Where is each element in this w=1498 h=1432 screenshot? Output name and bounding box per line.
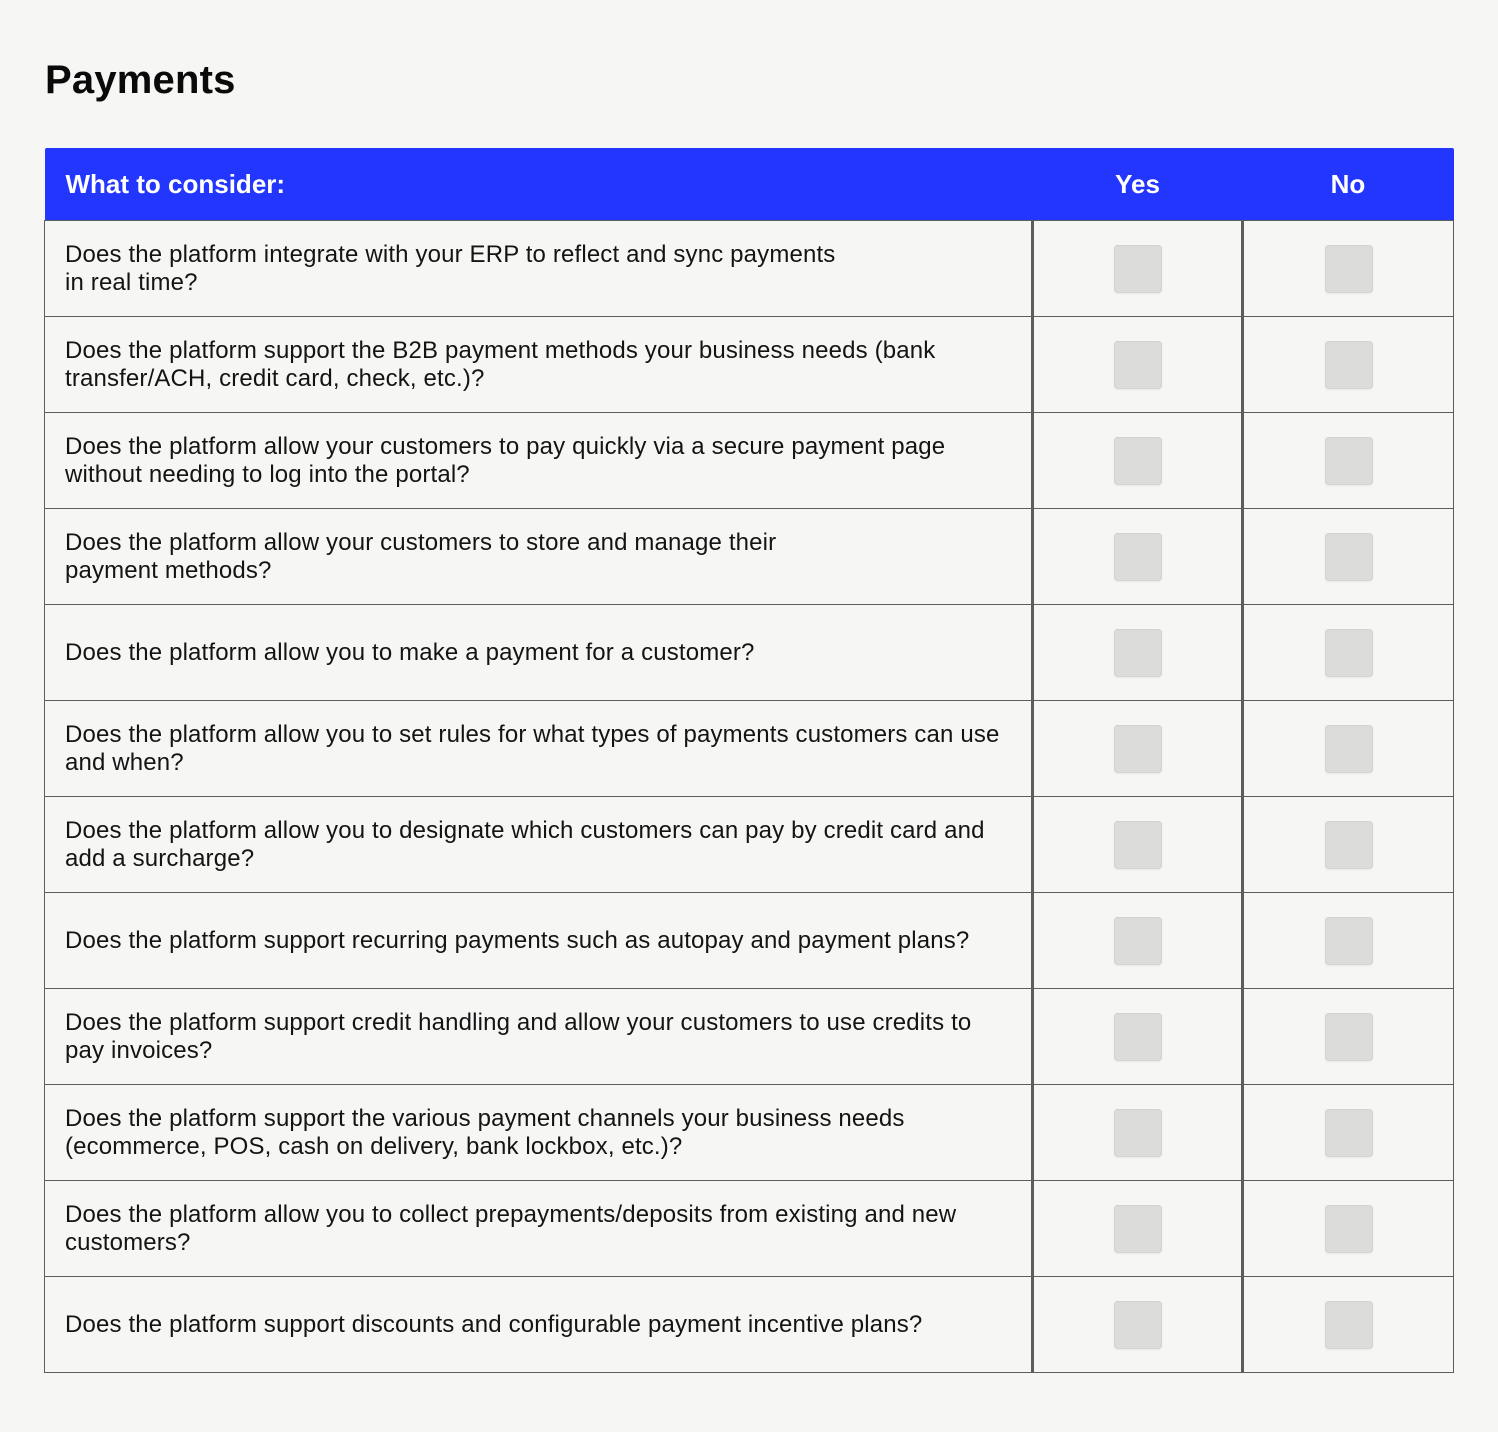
yes-checkbox[interactable] [1114, 1301, 1162, 1349]
yes-cell [1033, 701, 1243, 797]
payments-checklist-table [44, 148, 1454, 1373]
table-header-row [45, 148, 1454, 221]
no-cell [1243, 1277, 1454, 1373]
table-row [45, 797, 1454, 893]
yes-cell [1033, 1277, 1243, 1373]
no-cell [1243, 989, 1454, 1085]
question-cell [45, 797, 1033, 893]
no-cell [1243, 605, 1454, 701]
column-header-no: No [1243, 148, 1454, 221]
question-cell [45, 893, 1033, 989]
table-row [45, 221, 1454, 317]
table-row [45, 893, 1454, 989]
yes-cell [1033, 317, 1243, 413]
yes-cell [1033, 413, 1243, 509]
yes-checkbox[interactable] [1114, 1109, 1162, 1157]
no-cell [1243, 509, 1454, 605]
table-row [45, 1085, 1454, 1181]
yes-cell [1033, 989, 1243, 1085]
no-checkbox[interactable] [1325, 629, 1373, 677]
question-cell [45, 605, 1033, 701]
yes-cell [1033, 797, 1243, 893]
no-checkbox[interactable] [1325, 437, 1373, 485]
no-checkbox[interactable] [1325, 917, 1373, 965]
no-cell [1243, 893, 1454, 989]
question-cell [45, 701, 1033, 797]
no-checkbox[interactable] [1325, 725, 1373, 773]
question-text: Does the platform support credit handling and allow your customers to use credits to pay invoices? [65, 1008, 972, 1064]
question-text: Does the platform support recurring payments such as autopay and payment plans? [65, 926, 970, 954]
table-row [45, 509, 1454, 605]
no-checkbox[interactable] [1325, 1205, 1373, 1253]
yes-checkbox[interactable] [1114, 725, 1162, 773]
page-title: Payments [45, 58, 236, 102]
yes-checkbox[interactable] [1114, 917, 1162, 965]
no-cell [1243, 797, 1454, 893]
yes-cell [1033, 605, 1243, 701]
question-cell [45, 1181, 1033, 1277]
question-cell [45, 1085, 1033, 1181]
yes-checkbox[interactable] [1114, 1013, 1162, 1061]
no-cell [1243, 1181, 1454, 1277]
yes-checkbox[interactable] [1114, 629, 1162, 677]
table-body [45, 221, 1454, 1373]
question-cell [45, 1277, 1033, 1373]
table-row [45, 701, 1454, 797]
table-row [45, 317, 1454, 413]
no-cell [1243, 1085, 1454, 1181]
table-row [45, 413, 1454, 509]
yes-checkbox[interactable] [1114, 341, 1162, 389]
table-row [45, 1277, 1454, 1373]
yes-checkbox[interactable] [1114, 437, 1162, 485]
question-cell [45, 989, 1033, 1085]
yes-cell [1033, 1181, 1243, 1277]
yes-cell [1033, 893, 1243, 989]
question-text: Does the platform allow you to set rules for what types of payments customers can use and when? [65, 720, 1000, 776]
yes-checkbox[interactable] [1114, 533, 1162, 581]
table-row [45, 1181, 1454, 1277]
no-checkbox[interactable] [1325, 341, 1373, 389]
question-text: Does the platform support the various payment channels your business needs (ecommerce, POS, cash on delivery, bank lockbox, etc.)? [65, 1104, 905, 1160]
no-checkbox[interactable] [1325, 1301, 1373, 1349]
no-checkbox[interactable] [1325, 533, 1373, 581]
yes-checkbox[interactable] [1114, 245, 1162, 293]
column-header-yes: Yes [1033, 148, 1243, 221]
question-text: Does the platform allow you to make a payment for a customer? [65, 638, 755, 666]
yes-cell [1033, 509, 1243, 605]
question-text: Does the platform allow your customers to pay quickly via a secure payment page without needing to log into the portal? [65, 432, 946, 488]
yes-checkbox[interactable] [1114, 821, 1162, 869]
question-text: Does the platform allow you to collect prepayments/deposits from existing and new customers? [65, 1200, 957, 1256]
no-cell [1243, 413, 1454, 509]
table-row [45, 605, 1454, 701]
yes-checkbox[interactable] [1114, 1205, 1162, 1253]
question-text: Does the platform support discounts and configurable payment incentive plans? [65, 1310, 923, 1338]
question-text: Does the platform allow your customers to store and manage their payment methods? [65, 528, 777, 584]
question-text: Does the platform support the B2B payment methods your business needs (bank transfer/ACH, credit card, check, etc.)? [65, 336, 936, 392]
table-row [45, 989, 1454, 1085]
no-cell [1243, 221, 1454, 317]
question-cell [45, 221, 1033, 317]
yes-cell [1033, 221, 1243, 317]
question-cell [45, 317, 1033, 413]
yes-cell [1033, 1085, 1243, 1181]
no-cell [1243, 701, 1454, 797]
no-cell [1243, 317, 1454, 413]
no-checkbox[interactable] [1325, 821, 1373, 869]
question-cell [45, 413, 1033, 509]
question-text: Does the platform integrate with your ERP to reflect and sync payments in real time? [65, 240, 836, 296]
no-checkbox[interactable] [1325, 1109, 1373, 1157]
column-header-question: What to consider: [45, 148, 1033, 221]
question-text: Does the platform allow you to designate which customers can pay by credit card and add a surcharge? [65, 816, 985, 872]
no-checkbox[interactable] [1325, 245, 1373, 293]
table-header [45, 148, 1454, 221]
question-cell [45, 509, 1033, 605]
no-checkbox[interactable] [1325, 1013, 1373, 1061]
